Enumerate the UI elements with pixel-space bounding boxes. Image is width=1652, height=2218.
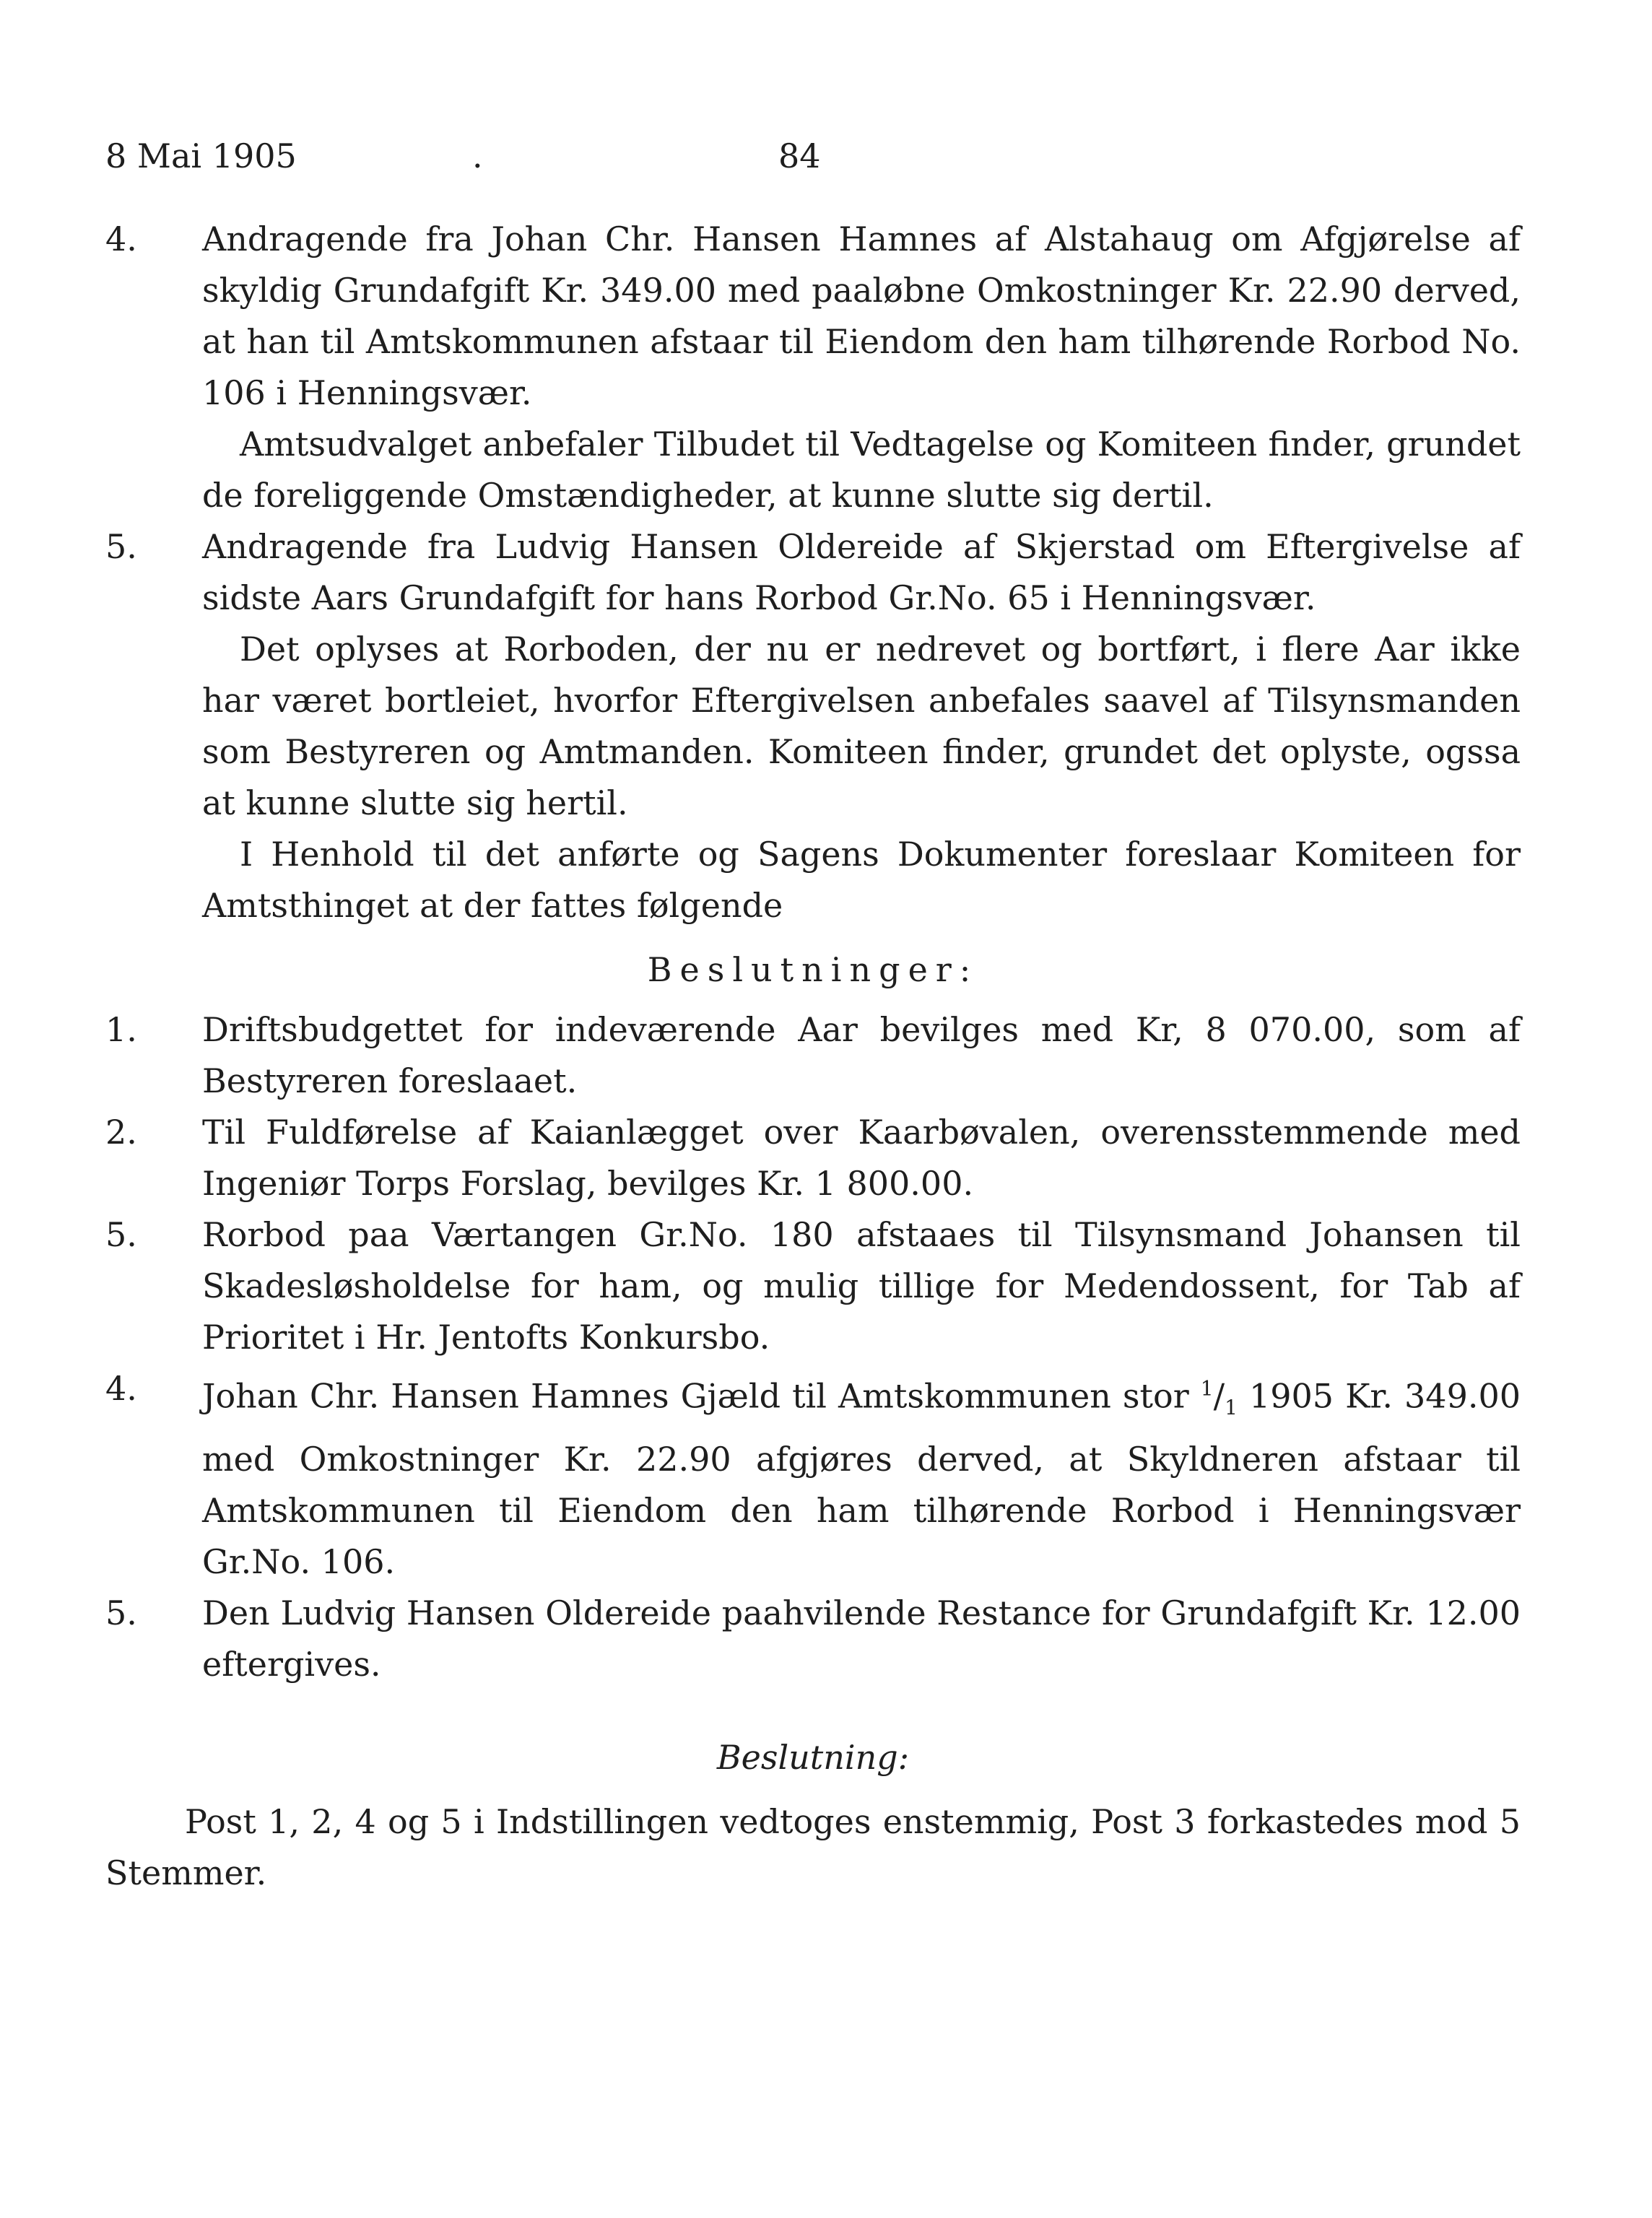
document-body <box>105 214 1521 1899</box>
item-text: Andragende fra Johan Chr. Hansen Hamnes af Alstahaug om Afgjørelse af skyldig Grundafgift Kr. 349.00 med paaløbne Omkostninger Kr. 22.90 derved, at han til Amtskommunen afstaar til Eiendom den ham tilhørende Rorbod No. 106 i Henningsvær. <box>202 219 1521 412</box>
heading-resolutions: Beslutninger: <box>647 950 979 989</box>
resolution-text-post: 1905 Kr. 349.00 med Omkostninger Kr. 22.90 afgjøres derved, at Skyldneren afstaar til Amtskommunen til Eiendom den ham tilhørende Rorbod i Henningsvær Gr.No. 106. <box>202 1376 1521 1581</box>
resolution-number: 5. <box>105 1593 137 1632</box>
resolution-number: 2. <box>105 1113 137 1152</box>
resolution-text: Driftsbudgettet for indeværende Aar bevilges med Kr, 8 070.00, som af Bestyreren foreslaaet. <box>202 1010 1521 1100</box>
page-header <box>105 134 1521 185</box>
paragraph-committee-1: Amtsudvalget anbefaler Tilbudet til Vedtagelse og Komiteen finder, grundet de foreliggende Omstændigheder, at kunne slutte sig dertil. <box>202 425 1521 515</box>
resolution-4 <box>105 1363 1521 1588</box>
resolution-number: 5. <box>105 1215 137 1254</box>
item-text: Andragende fra Ludvig Hansen Oldereide af Skjerstad om Eftergivelse af sidste Aars Grundafgift for hans Rorbod Gr.No. 65 i Henningsvær. <box>202 527 1521 617</box>
header-dot: . <box>472 136 483 175</box>
item-number: 4. <box>105 219 137 258</box>
resolution-text <box>202 1363 1521 1588</box>
page-number: 84 <box>778 136 821 175</box>
decision-text: Post 1, 2, 4 og 5 i Indstillingen vedtoges enstemmig, Post 3 forkastedes mod 5 Stemmer. <box>105 1801 1521 1892</box>
fraction-numerator: 1 <box>1200 1377 1214 1401</box>
resolution-3 <box>105 1209 1521 1363</box>
resolution-text: Den Ludvig Hansen Oldereide paahvilende Restance for Grundafgift Kr. 12.00 eftergives. <box>202 1593 1521 1684</box>
resolution-text: Rorbod paa Værtangen Gr.No. 180 afstaaes til Tilsynsmand Johansen til Skadesløsholdelse for ham, og mulig tillige for Medendossent, for Tab af Prioritet i Hr. Jentofts Konkursbo. <box>202 1215 1521 1357</box>
header-date: 8 Mai 1905 <box>105 136 297 175</box>
paragraph-committee-2: Det oplyses at Rorboden, der nu er nedrevet og bortført, i flere Aar ikke har været bortleiet, hvorfor Eftergivelsen anbefales saavel af Tilsynsmanden som Bestyreren og Amtmanden. Komiteen finder, grundet det oplyste, ogssa at kunne slutte sig hertil. <box>202 630 1521 822</box>
agenda-item-5 <box>105 521 1521 624</box>
resolution-5 <box>105 1588 1521 1690</box>
date-fraction: $^1/_1$ <box>1200 1376 1238 1420</box>
resolution-number: 1. <box>105 1010 137 1049</box>
item-number: 5. <box>105 527 137 566</box>
resolution-text-pre: Johan Chr. Hansen Hamnes Gjæld til Amtskommunen stor <box>202 1376 1201 1416</box>
agenda-item-4 <box>105 214 1521 419</box>
resolution-1 <box>105 1004 1521 1107</box>
resolution-number: 4. <box>105 1369 137 1408</box>
fraction-denominator: 1 <box>1225 1396 1238 1420</box>
resolution-2 <box>105 1107 1521 1209</box>
paragraph-proposal: I Henhold til det anførte og Sagens Dokumenter foreslaar Komiteen for Amtsthinget at der fattes følgende <box>202 835 1521 925</box>
heading-decision: Beslutning: <box>716 1737 910 1777</box>
resolution-text: Til Fuldførelse af Kaianlægget over Kaarbøvalen, overensstemmende med Ingeniør Torps Forslag, bevilges Kr. 1 800.00. <box>202 1113 1521 1203</box>
